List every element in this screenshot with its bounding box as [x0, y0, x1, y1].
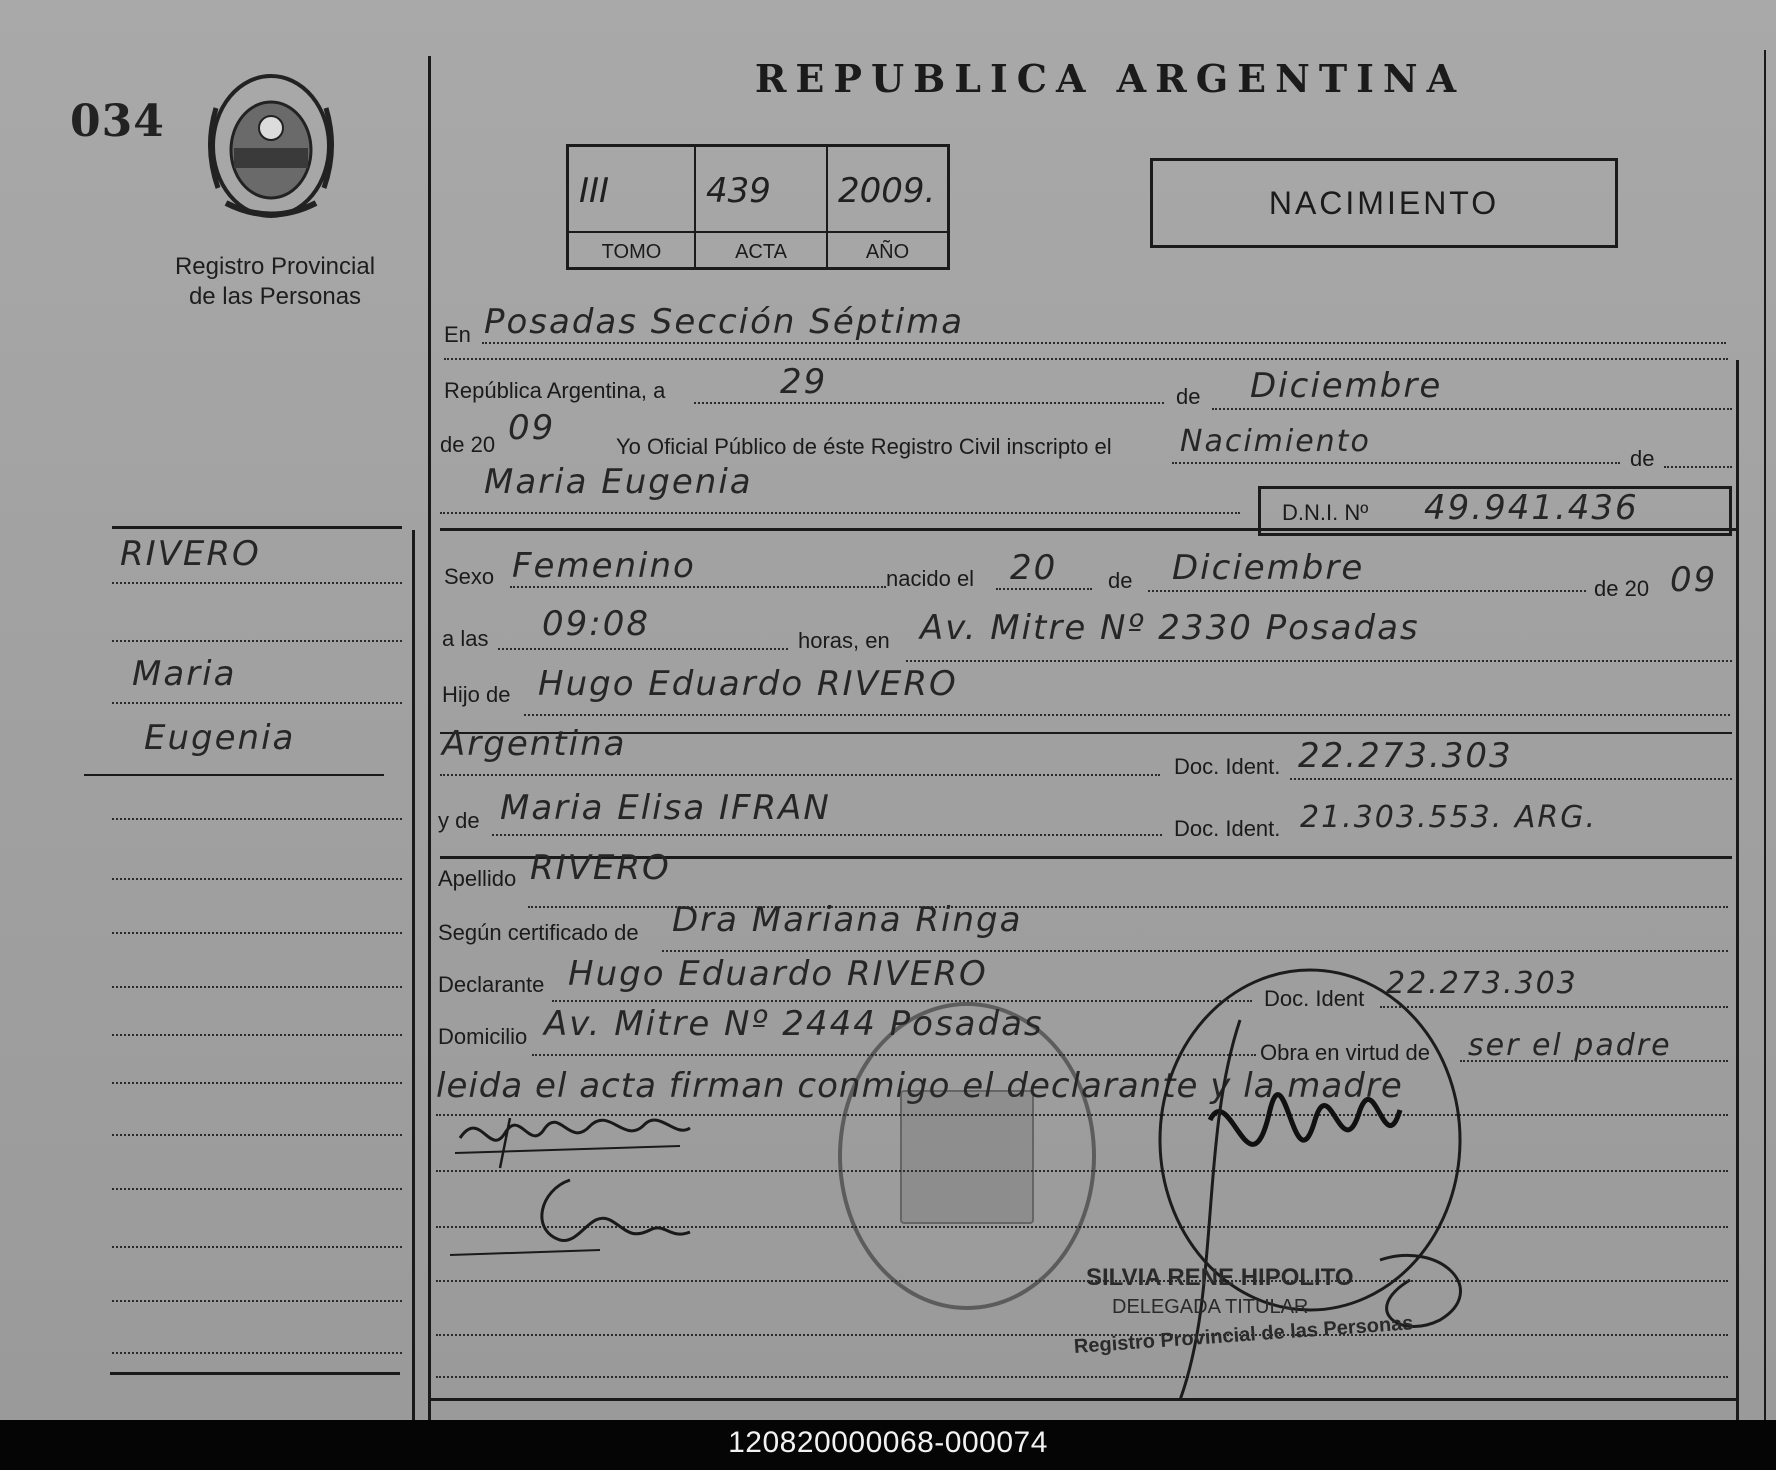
provincial-seal-icon: [196, 68, 346, 228]
mother-doc: 21.303.553. ARG.: [1300, 800, 1597, 835]
father-name: Hugo Eduardo RIVERO: [538, 664, 958, 704]
dni-label: D.N.I. Nº: [1282, 500, 1369, 525]
acta-value: 439: [706, 171, 771, 211]
folio-number: 034: [70, 96, 165, 147]
page-right-border: [1736, 360, 1739, 1420]
margin-dotline: [112, 1188, 402, 1190]
de20-label: de 20: [440, 432, 496, 457]
margin-dotline: [112, 878, 402, 880]
page-right-edge: [1764, 50, 1766, 1420]
anio-label: AÑO: [828, 231, 947, 267]
domicilio-value: Av. Mitre Nº 2444 Posadas: [544, 1004, 1044, 1044]
birth-time: 09:08: [542, 604, 650, 644]
form-dotline: [906, 660, 1732, 662]
form-dotline: [498, 648, 788, 650]
form-dotline: [444, 358, 1728, 360]
republica-label: República Argentina, a: [444, 378, 666, 403]
de20-label-2: de 20: [1594, 576, 1650, 601]
margin-given2: Eugenia: [144, 718, 296, 758]
birth-day: 20: [1010, 548, 1058, 588]
name-value: Maria Eugenia: [484, 462, 753, 502]
margin-dotline: [112, 1246, 402, 1248]
form-dotline: [1148, 590, 1586, 592]
margin-dotline: [112, 986, 402, 988]
de-label-3: de: [1108, 568, 1133, 593]
obra-label: Obra en virtud de: [1260, 1040, 1430, 1065]
apellido-label: Apellido: [438, 866, 517, 891]
form-dotline: [1664, 466, 1732, 468]
registry-line2: de las Personas: [188, 283, 362, 310]
closing-value: leida el acta firman conmigo el declarante y la madre: [436, 1066, 1403, 1106]
father-signature-icon: [450, 1098, 700, 1178]
margin-dotline: [112, 1134, 402, 1136]
form-dotline: [440, 512, 1240, 514]
form-dotline: [482, 342, 1726, 344]
declarante-label: Declarante: [438, 972, 545, 997]
doc-ident-label: Doc. Ident.: [1174, 754, 1281, 779]
acta-label: ACTA: [696, 231, 828, 267]
sexo-value: Femenino: [512, 546, 696, 586]
form-dotline: [524, 714, 1730, 716]
margin-dotline: [112, 582, 402, 584]
oficial-label: Yo Oficial Público de éste Registro Civil inscripto el: [616, 434, 1112, 459]
month-value: Diciembre: [1250, 366, 1443, 406]
form-dotline: [996, 588, 1092, 590]
margin-dotline: [112, 1352, 402, 1354]
margin-rule-bottom: [110, 1372, 400, 1375]
anio-cell: [828, 147, 947, 231]
form-dotline: [510, 586, 886, 588]
margin-dotline: [112, 640, 402, 642]
tomo-label: TOMO: [569, 231, 696, 267]
mother-name: Maria Elisa IFRAN: [500, 788, 831, 828]
form-dotline: [694, 402, 1164, 404]
official-stamp-emblem: [900, 1090, 1034, 1224]
dni-value: 49.941.436: [1424, 488, 1639, 528]
mother-signature-icon: [450, 1170, 710, 1270]
form-rule: [440, 528, 1736, 531]
margin-rule-top: [112, 526, 402, 529]
declarante-doc: 22.273.303: [1386, 966, 1578, 1001]
officer-title: DELEGADA TITULAR: [1112, 1296, 1309, 1318]
margin-dotline: [112, 1082, 402, 1084]
tomo-value: III: [579, 171, 610, 211]
margin-surname: RIVERO: [120, 534, 261, 574]
margin-dotline: [112, 1034, 402, 1036]
margin-divider-right: [428, 56, 431, 1420]
declarante-value: Hugo Eduardo RIVERO: [568, 954, 988, 994]
domicilio-label: Domicilio: [438, 1024, 528, 1049]
registry-name: [130, 252, 420, 312]
document-code: 120820000068-000074: [728, 1426, 1048, 1459]
form-dotline: [440, 774, 1160, 776]
doc-ident-label-2: Doc. Ident.: [1174, 816, 1281, 841]
certificado-label: Según certificado de: [438, 920, 639, 945]
form-rule: [440, 732, 1732, 734]
form-dotline: [1172, 462, 1620, 464]
obra-value: ser el padre: [1468, 1028, 1672, 1063]
birth-month: Diciembre: [1172, 548, 1365, 588]
margin-dotline: [112, 1300, 402, 1302]
horas-label: horas, en: [798, 628, 890, 653]
en-value: Posadas Sección Séptima: [484, 302, 965, 342]
doc-ident-label-3: Doc. Ident: [1264, 986, 1365, 1011]
acta-cell: [696, 147, 828, 231]
form-dotline: [662, 950, 1728, 952]
margin-underline: [84, 774, 384, 776]
form-dotline: [1212, 408, 1732, 410]
tomo-cell: [569, 147, 696, 231]
father-doc: 22.273.303: [1298, 736, 1513, 776]
birth-place: Av. Mitre Nº 2330 Posadas: [920, 608, 1420, 648]
anio-value: 2009.: [838, 171, 936, 211]
margin-divider-left: [412, 530, 415, 1420]
margin-dotline: [112, 702, 402, 704]
apellido-value: RIVERO: [530, 848, 671, 888]
inscripto-value: Nacimiento: [1180, 424, 1371, 459]
nacido-label: nacido el: [886, 566, 975, 591]
form-dotline: [1290, 778, 1732, 780]
birth-year: 09: [1670, 560, 1718, 600]
day-value: 29: [780, 362, 828, 402]
year-value: 09: [508, 408, 556, 448]
officer-name: SILVIA RENE HIPOLITO: [1086, 1264, 1354, 1291]
en-label: En: [444, 322, 471, 347]
sexo-label: Sexo: [444, 564, 495, 589]
de-label: de: [1176, 384, 1201, 409]
certificado-value: Dra Mariana Ringa: [672, 900, 1023, 940]
registry-table: [566, 144, 950, 270]
alas-label: a las: [442, 626, 489, 651]
form-dotline: [492, 834, 1162, 836]
margin-dotline: [112, 932, 402, 934]
registry-line1: Registro Provincial: [174, 253, 376, 280]
officer-organization: Registro Provincial de las Personas: [1073, 1312, 1415, 1358]
country-title: REPUBLICA ARGENTINA: [754, 56, 1466, 101]
father-nationality: Argentina: [442, 724, 627, 764]
event-type-box: NACIMIENTO: [1150, 158, 1618, 248]
yde-label: y de: [438, 808, 480, 833]
de-label-2: de: [1630, 446, 1655, 471]
margin-given1: Maria: [132, 654, 237, 694]
margin-dotline: [112, 818, 402, 820]
hijo-label: Hijo de: [442, 682, 511, 707]
